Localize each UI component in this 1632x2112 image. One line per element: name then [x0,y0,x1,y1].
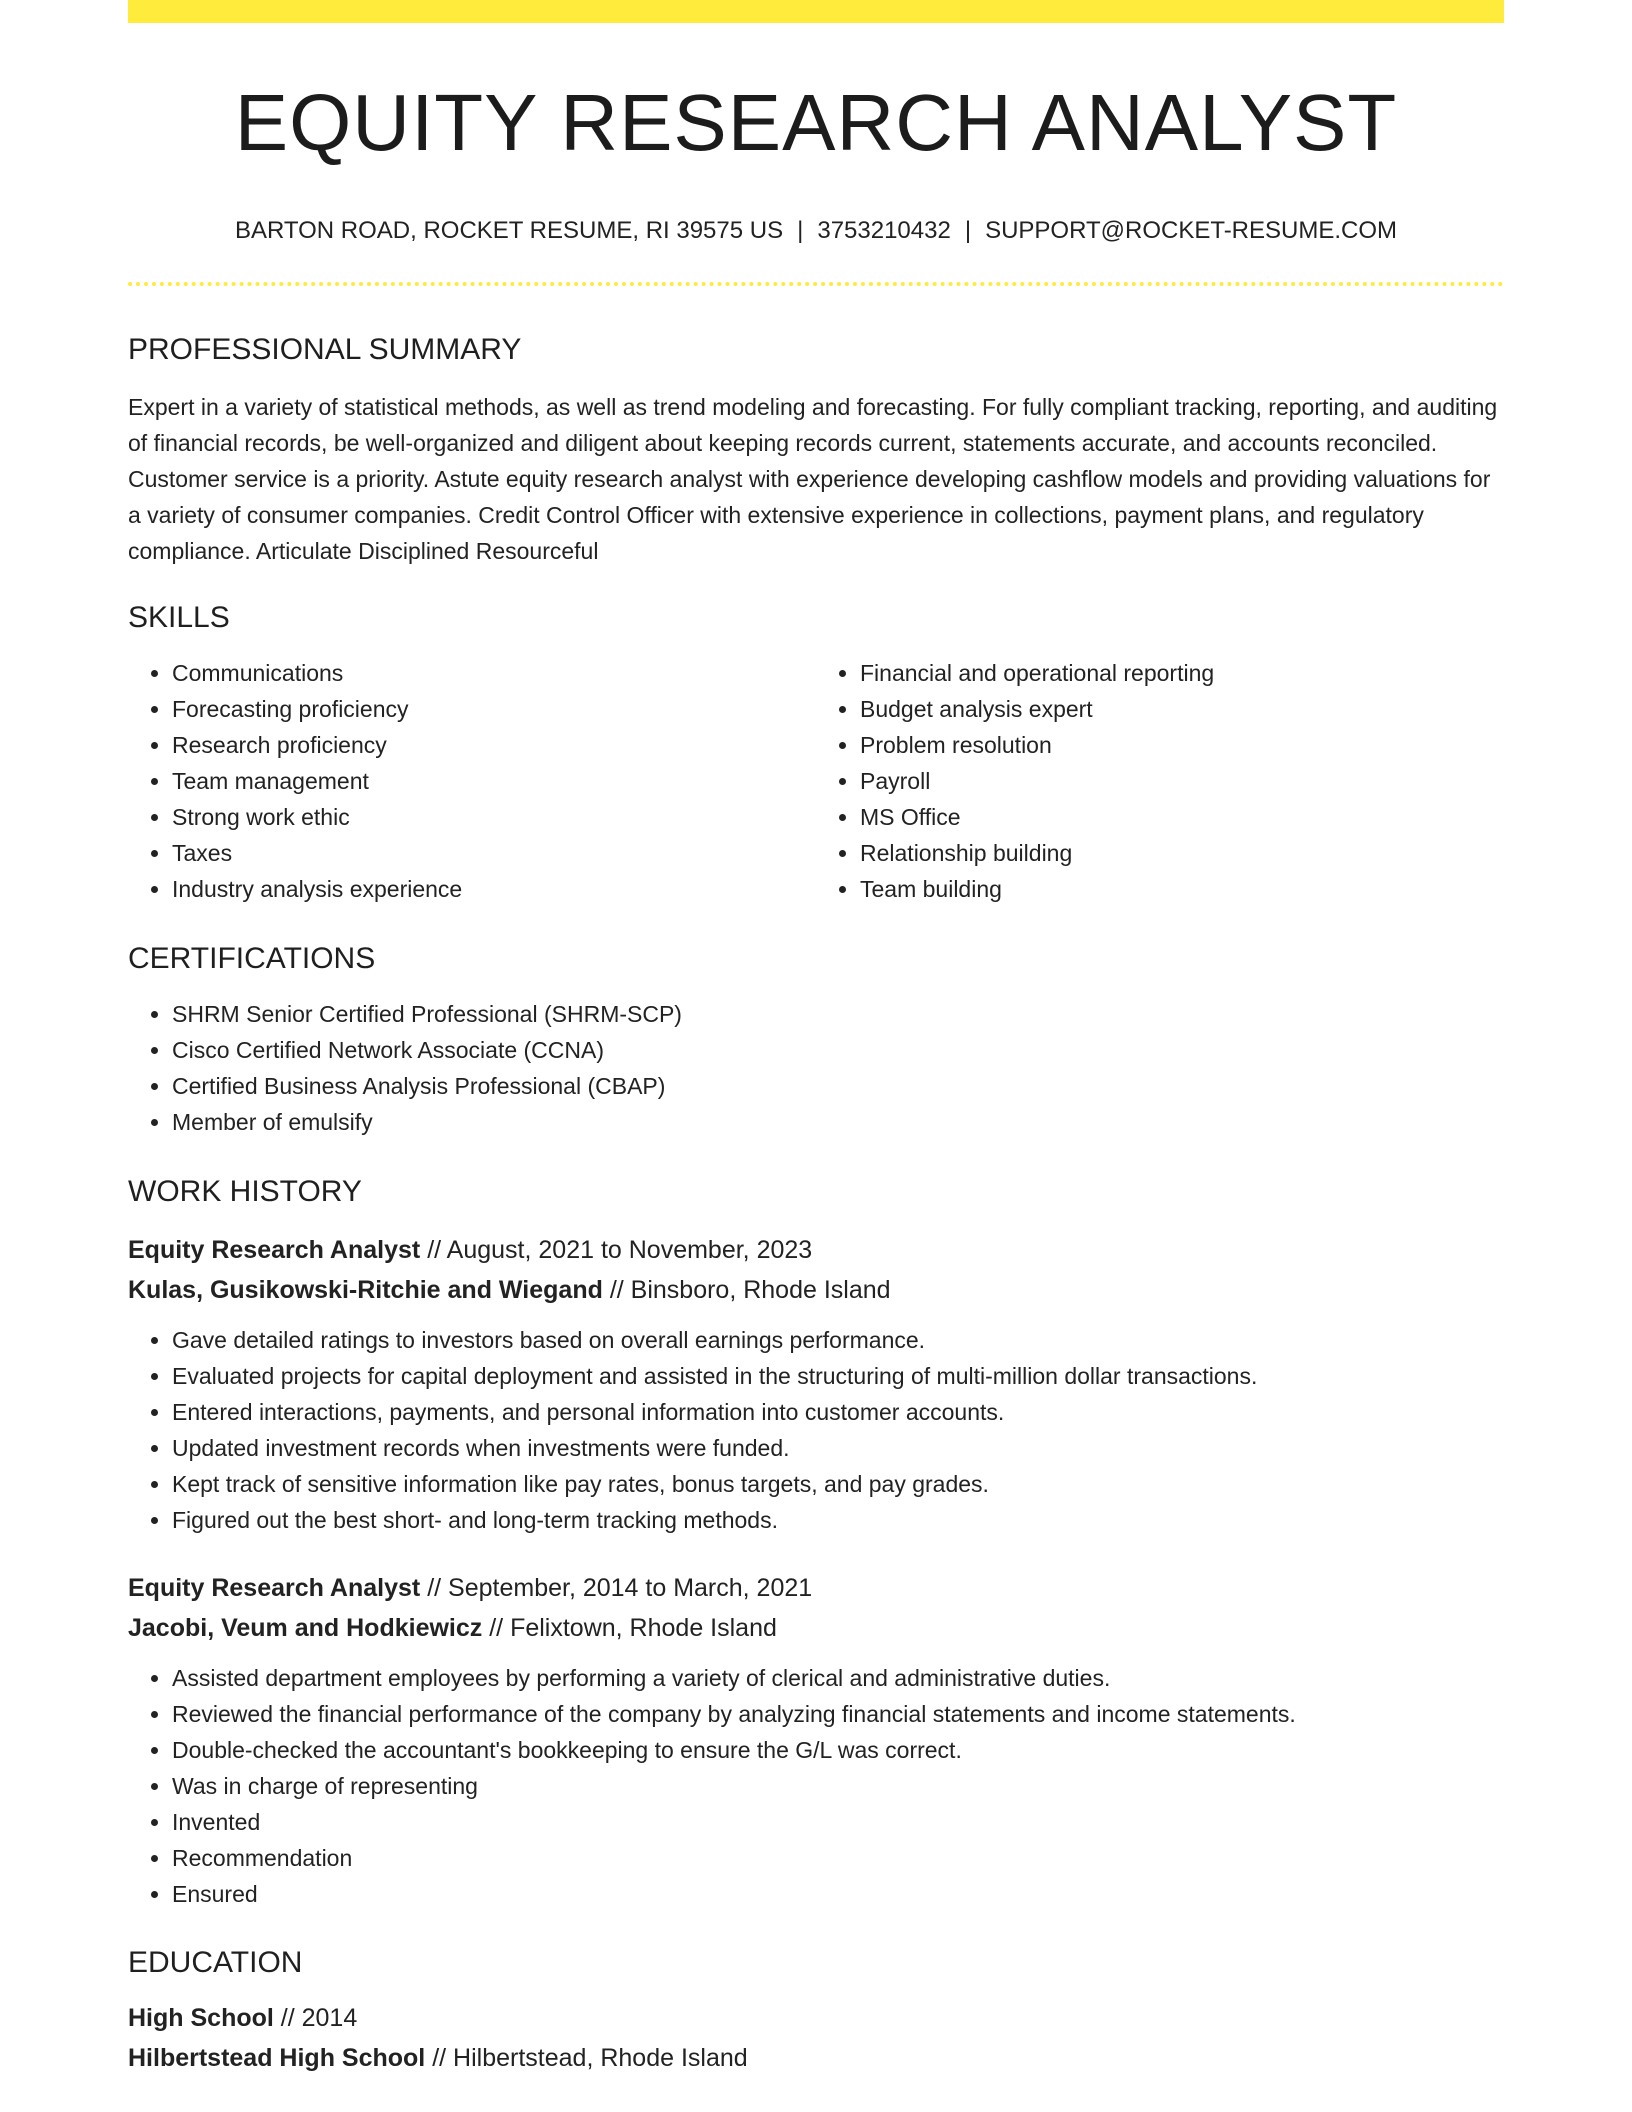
summary-heading: PROFESSIONAL SUMMARY [128,333,522,366]
job-bullet: • Updated investment records when investments were funded. [172,1430,1504,1466]
education-school: Hilbertstead High School [128,2044,426,2072]
education-heading: EDUCATION [128,1946,303,1979]
job-bullet: • Kept track of sensitive information like pay rates, bonus targets, and pay grades. [172,1466,1504,1502]
skills-columns [128,655,1504,907]
job-location: // Felixtown, Rhode Island [489,1614,777,1642]
contact-phone: 3753210432 [817,217,951,244]
certification-item: • SHRM Senior Certified Professional (SHRM-SCP) [172,996,1504,1032]
skill-item: • Problem resolution [860,727,1504,763]
job-bullet: • Double-checked the accountant's bookkeeping to ensure the G/L was correct. [172,1732,1504,1768]
job-bullet: • Figured out the best short- and long-term tracking methods. [172,1502,1504,1538]
skill-item: • Relationship building [860,835,1504,871]
job-bullet: • Reviewed the financial performance of the company by analyzing financial statements and income statements. [172,1696,1504,1732]
contact-separator: | [964,217,972,244]
resume-page [128,0,1504,2078]
job-bullet: • Entered interactions, payments, and personal information into customer accounts. [172,1394,1504,1430]
job-bullets [128,1660,1504,1912]
work-history-heading: WORK HISTORY [128,1175,362,1208]
skill-item: • Forecasting proficiency [172,691,816,727]
skill-item: • Financial and operational reporting [860,655,1504,691]
skills-left-list [128,655,816,907]
job-bullet: • Recommendation [172,1840,1504,1876]
skill-item: • Budget analysis expert [860,691,1504,727]
job-bullet: • Ensured [172,1876,1504,1912]
education-school-line [128,2038,1504,2078]
job-company-line [128,1608,1504,1648]
skill-item: • Research proficiency [172,727,816,763]
contact-separator: | [797,217,804,244]
skills-right-list [816,655,1504,907]
job-title-line [128,1230,1504,1270]
education-year: // 2014 [280,2004,358,2032]
resume-title: EQUITY RESEARCH ANALYST [234,78,1398,167]
job-company-line [128,1270,1504,1310]
job-title: Equity Research Analyst [128,1574,421,1602]
certification-item: • Cisco Certified Network Associate (CCNA) [172,1032,1504,1068]
job-bullet: • Invented [172,1804,1504,1840]
education-degree-line [128,1998,1504,2038]
certifications-list [128,996,1504,1140]
accent-top-bar [128,0,1504,23]
job-bullet: • Evaluated projects for capital deployment and assisted in the structuring of multi-million dollar transactions. [172,1358,1504,1394]
skill-item: • Team building [860,871,1504,907]
job-bullet: • Gave detailed ratings to investors based on overall earnings performance. [172,1322,1504,1358]
job-bullet: • Was in charge of representing [172,1768,1504,1804]
contact-email: SUPPORT@ROCKET-RESUME.COM [985,217,1398,244]
skill-item: • Payroll [860,763,1504,799]
contact-line [128,219,1504,243]
job-dates: // August, 2021 to November, 2023 [427,1236,813,1264]
skill-item: • MS Office [860,799,1504,835]
skill-item: • Strong work ethic [172,799,816,835]
job-company: Jacobi, Veum and Hodkiewicz [128,1614,483,1642]
education-degree: High School [128,2004,274,2032]
certifications-heading: CERTIFICATIONS [128,942,376,975]
certification-item: • Member of emulsify [172,1104,1504,1140]
skills-heading: SKILLS [128,601,230,634]
job-dates: // September, 2014 to March, 2021 [427,1574,813,1602]
dotted-divider [128,282,1504,286]
job-bullet: • Assisted department employees by performing a variety of clerical and administrative duties. [172,1660,1504,1696]
job-company: Kulas, Gusikowski-Ritchie and Wiegand [128,1276,603,1304]
certification-item: • Certified Business Analysis Professional (CBAP) [172,1068,1504,1104]
skill-item: • Industry analysis experience [172,871,816,907]
job-title-line [128,1568,1504,1608]
skill-item: • Team management [172,763,816,799]
job-bullets [128,1322,1504,1538]
job-title: Equity Research Analyst [128,1236,421,1264]
education-location: // Hilbertstead, Rhode Island [432,2044,748,2072]
contact-address: BARTON ROAD, ROCKET RESUME, RI 39575 US [234,217,784,244]
skill-item: • Taxes [172,835,816,871]
summary-text: Expert in a variety of statistical methods, as well as trend modeling and forecasting. For fully compliant tracking, reporting, and auditing of financial records, be well-organized and diligent about keeping records current, statements accurate, and accounts reconciled. Customer service is a priority. Astute equity research analyst with experience developing cashflow models and providing valuations for a variety of consumer companies. Credit Control Officer with extensive experience in collections, payment plans, and regulatory compliance. Articulate Disciplined Resourceful [128,394,1498,564]
skill-item: • Communications [172,655,816,691]
job-location: // Binsboro, Rhode Island [609,1276,891,1304]
